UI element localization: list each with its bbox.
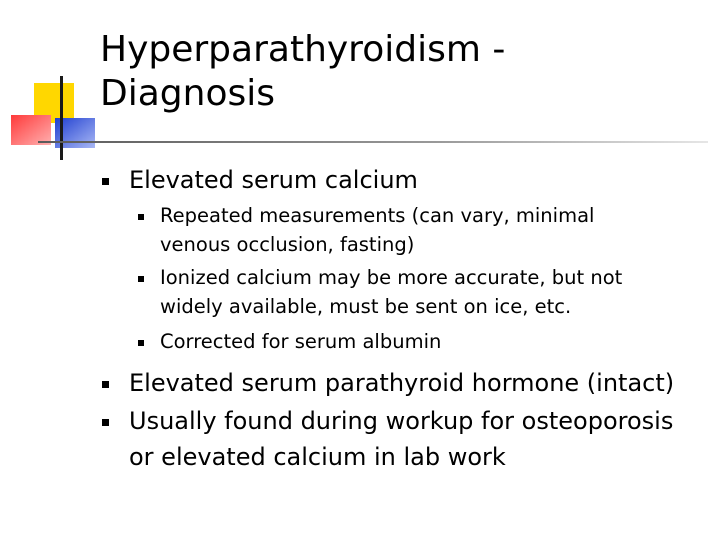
bullet-item-3 bbox=[129, 403, 709, 475]
bullet-item-line: or elevated calcium in lab work bbox=[129, 443, 506, 471]
sub-bullet-item-line: Ionized calcium may be more accurate, but not bbox=[160, 266, 623, 289]
bullet-item-line: Elevated serum calcium bbox=[129, 166, 418, 194]
sub-bullet-item-line: venous occlusion, fasting) bbox=[160, 233, 415, 256]
sub-bullet-marker-square bbox=[138, 340, 144, 346]
sub-bullet-marker-square bbox=[138, 214, 144, 220]
title-underline-rule bbox=[38, 141, 708, 143]
bullet-item-1 bbox=[129, 162, 709, 198]
deco-vertical-line bbox=[60, 76, 63, 160]
slide-title-line-1: Hyperparathyroidism - bbox=[100, 29, 506, 70]
bullet-item-line: Usually found during workup for osteoporosis bbox=[129, 407, 674, 435]
sub-bullet-item-1 bbox=[160, 200, 700, 261]
sub-bullet-item-3 bbox=[160, 326, 700, 358]
bullet-marker-square bbox=[102, 178, 109, 185]
title-decoration-logo bbox=[0, 0, 110, 170]
bullet-item-2 bbox=[129, 365, 709, 401]
sub-bullet-marker-square bbox=[138, 276, 144, 282]
bullet-marker-square bbox=[102, 419, 109, 426]
sub-bullet-item-2 bbox=[160, 262, 700, 323]
sub-bullet-item-line: widely available, must be sent on ice, etc. bbox=[160, 295, 572, 318]
bullet-item-line: Elevated serum parathyroid hormone (intact) bbox=[129, 369, 675, 397]
bullet-marker-square bbox=[102, 381, 109, 388]
slide-title-line-2: Diagnosis bbox=[100, 73, 275, 114]
sub-bullet-item-line: Corrected for serum albumin bbox=[160, 330, 442, 353]
slide-title bbox=[100, 28, 700, 116]
sub-bullet-item-line: Repeated measurements (can vary, minimal bbox=[160, 204, 595, 227]
